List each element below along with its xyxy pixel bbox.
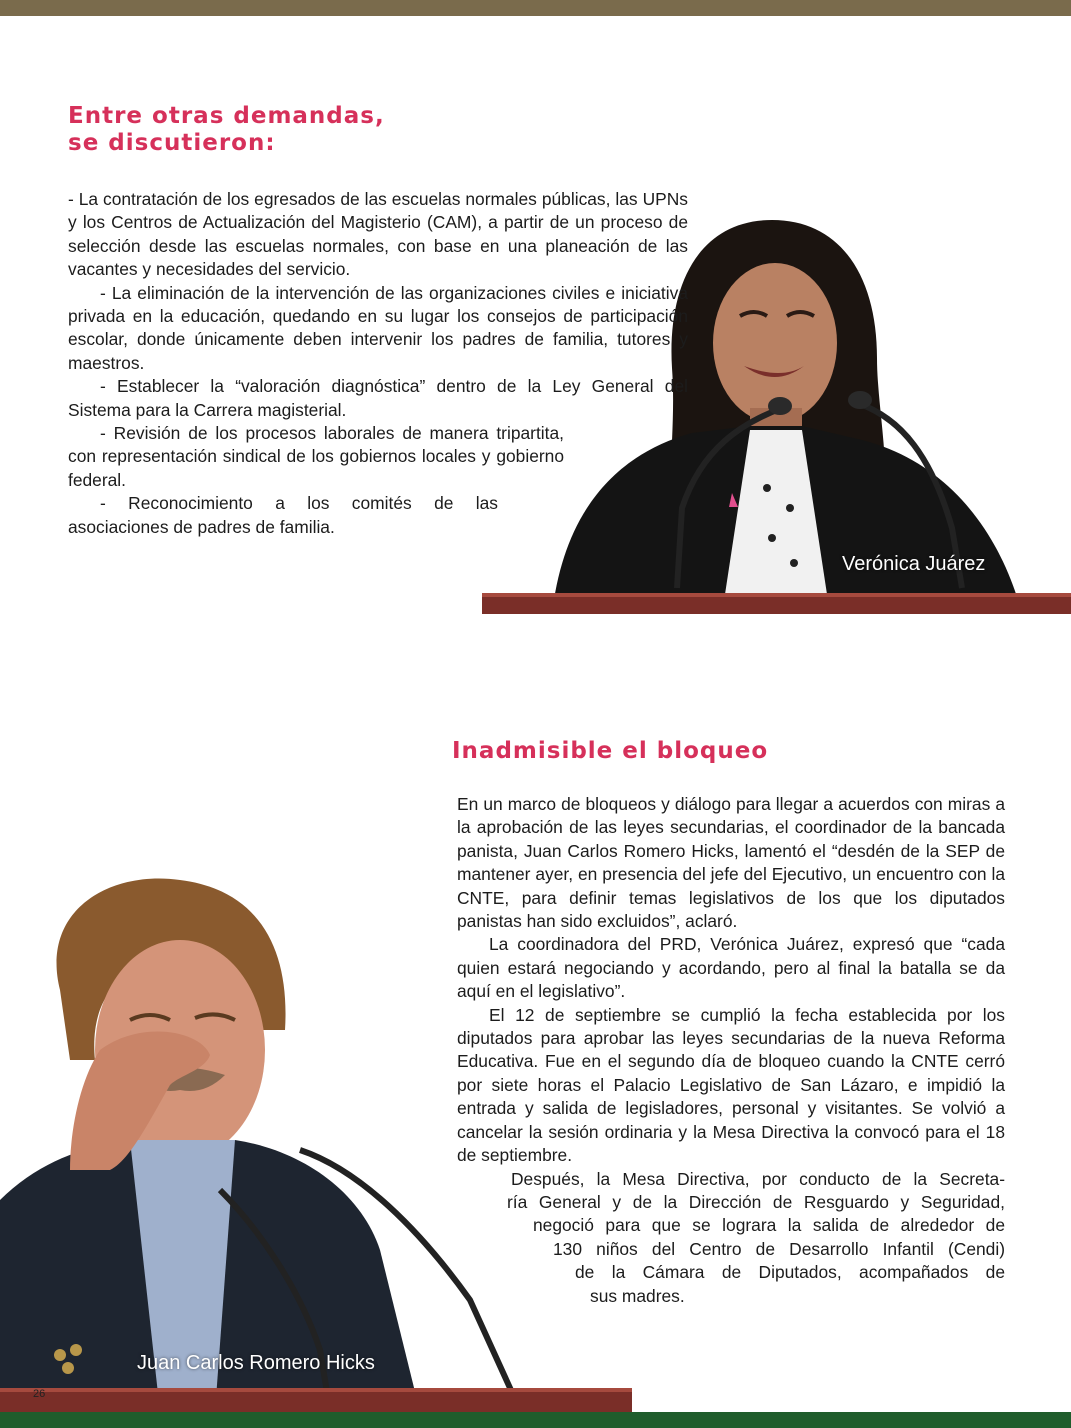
demand-item: - Reconocimiento a los comités de las asociaciones de padres de familia. — [68, 493, 498, 537]
bloqueo-article — [457, 793, 1005, 1308]
section-heading-demandas — [68, 103, 385, 157]
photo-caption-veronica: Verónica Juárez — [842, 553, 986, 575]
page-number: 26 — [33, 1388, 46, 1400]
demand-item: - La contratación de los egresados de las escuelas normales públicas, las UPNs y los Centros de Actualización del Magisterio (CAM), a partir de un proceso de selección desde las escuelas normales, con base en una planeación de las vacantes y necesidades del servicio. — [68, 189, 688, 280]
article-paragraph: La coordinadora del PRD, Verónica Juárez, expresó que “cada quien estará negociando y acordando, pero al final la batalla se da aquí en el legislativo”. — [457, 934, 1005, 1002]
section-heading-bloqueo: Inadmisible el bloqueo — [452, 738, 769, 764]
demand-item: - La eliminación de la intervención de las organizaciones civiles e iniciativa privada en la educación, quedando en su lugar los consejos de participación escolar, donde únicamente deben intervenir los padres de familia, tutores y maestros. — [68, 282, 688, 373]
heading-line: Entre otras demandas, — [68, 103, 385, 129]
closing-line: de la Cámara de Diputados, acompañados de — [575, 1262, 1005, 1283]
closing-line: 130 niños del Centro de Desarrollo Infantil (Cendi) — [553, 1238, 1005, 1259]
closing-line: sus madres. — [590, 1285, 685, 1306]
photo-caption-juan-carlos: Juan Carlos Romero Hicks — [137, 1352, 375, 1374]
demand-item: - Establecer la “valoración diagnóstica” dentro de la Ley General del Sistema para la Carrera magisterial. — [68, 376, 688, 420]
closing-line: ría General y de la Dirección de Resguardo y Seguridad, — [507, 1191, 1005, 1212]
article-closing-paragraph — [457, 1168, 1005, 1308]
article-paragraph: El 12 de septiembre se cumplió la fecha establecida por los diputados para aprobar las leyes secundarias de la nueva Reforma Educativa. Fue en el segundo día de bloqueo cuando la CNTE cerró por siete horas el Palacio Legislativo de San Lázaro, e impidió la entrada y salida de legisladores, personal y visitantes. Se volvió a cancelar la sesión ordinaria y la Mesa Directiva la convocó para el 18 de septiembre. — [457, 1004, 1005, 1166]
heading-line: se discutieron: — [68, 130, 276, 156]
demand-item: - Revisión de los procesos laborales de manera tripartita, con representación sindical de los gobiernos locales y gobierno federal. — [68, 423, 564, 490]
bottom-decorative-bar — [0, 1412, 1071, 1428]
demandas-list — [68, 188, 688, 539]
top-decorative-bar — [0, 0, 1071, 16]
closing-line: negoció para que se lograra la salida de alrededor de — [533, 1215, 1005, 1236]
article-paragraph: En un marco de bloqueos y diálogo para llegar a acuerdos con miras a la aprobación de las leyes secundarias, el coordinador de la bancada panista, Juan Carlos Romero Hicks, lamentó el “desdén de la SEP de mantener ayer, en presencia del jefe del Ejecutivo, un encuentro con la CNTE, para definir temas legislativos de los que los diputados panistas han sido excluidos”, aclaró. — [457, 794, 1005, 932]
closing-line: Después, la Mesa Directiva, por conducto de la Secreta- — [511, 1168, 1005, 1189]
